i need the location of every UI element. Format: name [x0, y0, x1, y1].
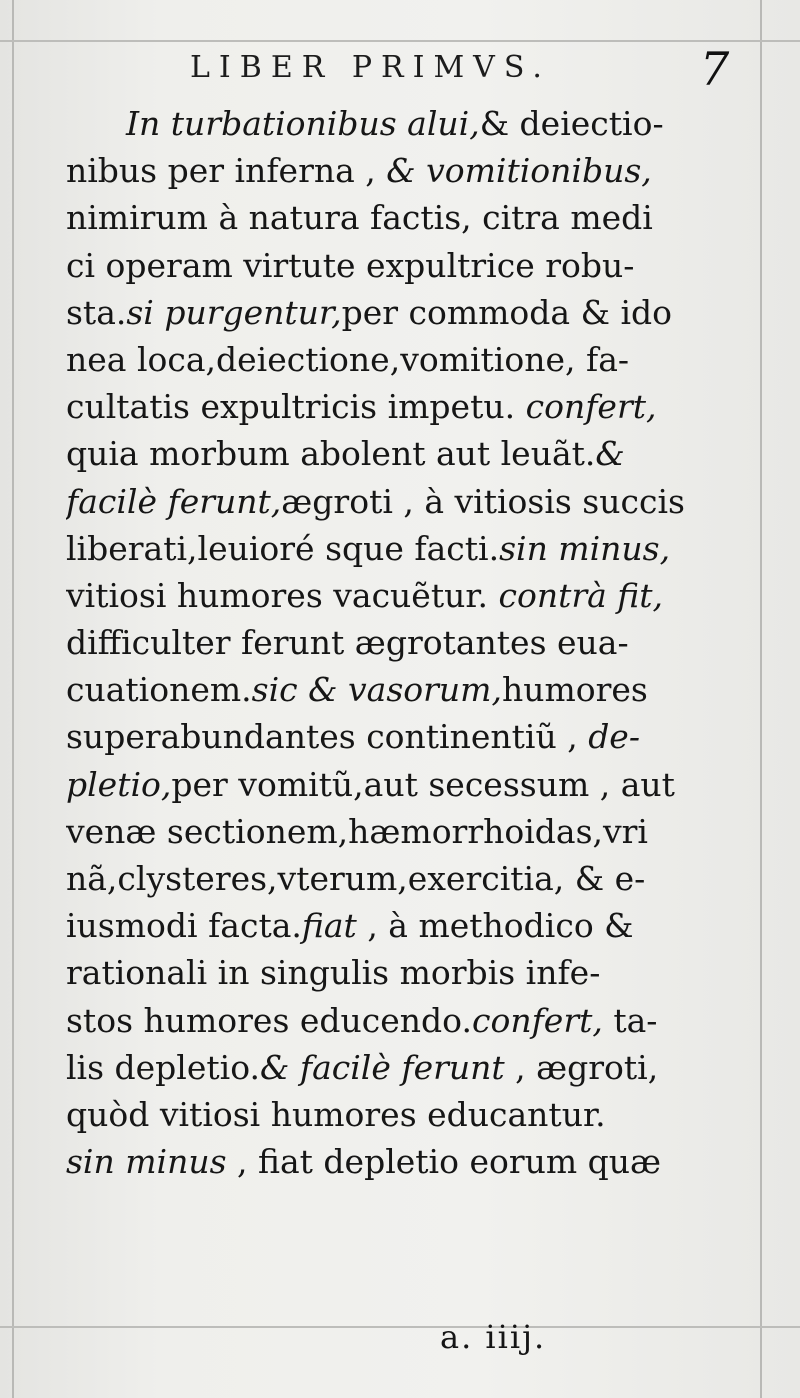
roman-segment: superabundantes continentiũ , [66, 717, 589, 757]
text-line [66, 619, 746, 666]
text-line [66, 336, 746, 383]
running-head [0, 42, 800, 96]
left-border-rule [12, 0, 14, 1398]
roman-segment: nã,clysteres,vterum,exercitia, & e- [66, 859, 646, 898]
text-line [66, 713, 746, 760]
text-line [66, 383, 746, 430]
italic-segment: fiat [301, 906, 357, 946]
text-line [66, 761, 746, 808]
roman-segment: , fiat depletio eorum quæ [226, 1142, 662, 1182]
roman-segment: per vomitũ,aut secessum , aut [171, 764, 675, 804]
text-line [66, 525, 746, 572]
text-line [66, 808, 746, 855]
text-line [66, 902, 746, 949]
text-line [66, 1138, 746, 1185]
roman-segment: cuationem. [66, 670, 252, 710]
roman-segment: nimirum à natura factis, citra medi [66, 198, 653, 238]
roman-segment: liberati,leuioré sque facti. [66, 528, 500, 568]
roman-segment: venæ sectionem,hæmorrhoidas,vri [66, 811, 648, 851]
italic-segment: sic & vasorum, [251, 670, 502, 710]
italic-segment: si purgentur, [126, 292, 342, 332]
signature-mark: a. iiij. [440, 1318, 547, 1356]
roman-segment: & deiectio- [479, 104, 664, 143]
roman-segment: stos humores educendo. [66, 1000, 472, 1040]
roman-segment: rationali in singulis morbis infe- [66, 953, 601, 993]
text-line [66, 1044, 746, 1091]
italic-segment: sin minus [66, 1142, 227, 1182]
text-line [66, 1091, 746, 1138]
italic-segment: confert, [525, 387, 657, 427]
roman-segment: per commoda & ido [341, 292, 672, 332]
running-title: LIBER PRIMVS. [190, 50, 551, 85]
italic-segment: contrà fit, [498, 575, 664, 615]
italic-segment: pletio, [66, 764, 172, 804]
roman-segment: quòd vitiosi humores educantur. [66, 1094, 606, 1134]
text-line [66, 100, 746, 147]
text-line [66, 572, 746, 619]
roman-segment: sta. [66, 292, 127, 332]
text-line [66, 997, 746, 1044]
roman-segment: humores [501, 670, 648, 710]
roman-segment: , à methodico & [356, 906, 634, 946]
roman-segment: , ægroti, [504, 1047, 659, 1087]
italic-segment: & facilè ferunt [260, 1047, 505, 1087]
italic-segment: In turbationibus alui, [126, 104, 480, 143]
text-line [66, 478, 746, 525]
text-line [66, 430, 746, 477]
italic-segment: & vomitionibus, [386, 151, 652, 191]
text-line [66, 289, 746, 336]
italic-segment: sin minus, [499, 528, 671, 568]
roman-segment: quia morbum abolent aut leuãt. [66, 434, 596, 474]
roman-segment: ægroti , à vitiosis succis [281, 481, 685, 521]
roman-segment: cultatis expultricis impetu. [66, 387, 526, 427]
page-number: 7 [700, 42, 730, 96]
text-line [66, 242, 746, 289]
roman-segment: difficulter ferunt ægrotantes eua- [66, 623, 629, 663]
italic-segment: de- [588, 717, 640, 757]
roman-segment: ci operam virtute expultrice robu- [66, 245, 635, 285]
roman-segment: iusmodi facta. [66, 906, 302, 946]
roman-segment: nibus per inferna , [66, 151, 387, 191]
right-border-rule [760, 0, 762, 1398]
top-border-rule [0, 40, 800, 42]
text-line [66, 949, 746, 996]
italic-segment: confert, [471, 1000, 603, 1040]
text-line [66, 666, 746, 713]
body-text [66, 100, 746, 1185]
bottom-border-rule [0, 1326, 800, 1328]
roman-segment: vitiosi humores vacuẽtur. [66, 575, 499, 615]
roman-segment: ta- [602, 1000, 658, 1040]
text-line [66, 147, 746, 194]
italic-segment: & [595, 434, 625, 474]
roman-segment: lis depletio. [66, 1047, 260, 1087]
roman-segment: nea loca,deiectione,vomitione, fa- [66, 339, 630, 379]
text-line [66, 855, 746, 902]
text-line [66, 194, 746, 241]
italic-segment: facilè ferunt, [66, 481, 282, 521]
